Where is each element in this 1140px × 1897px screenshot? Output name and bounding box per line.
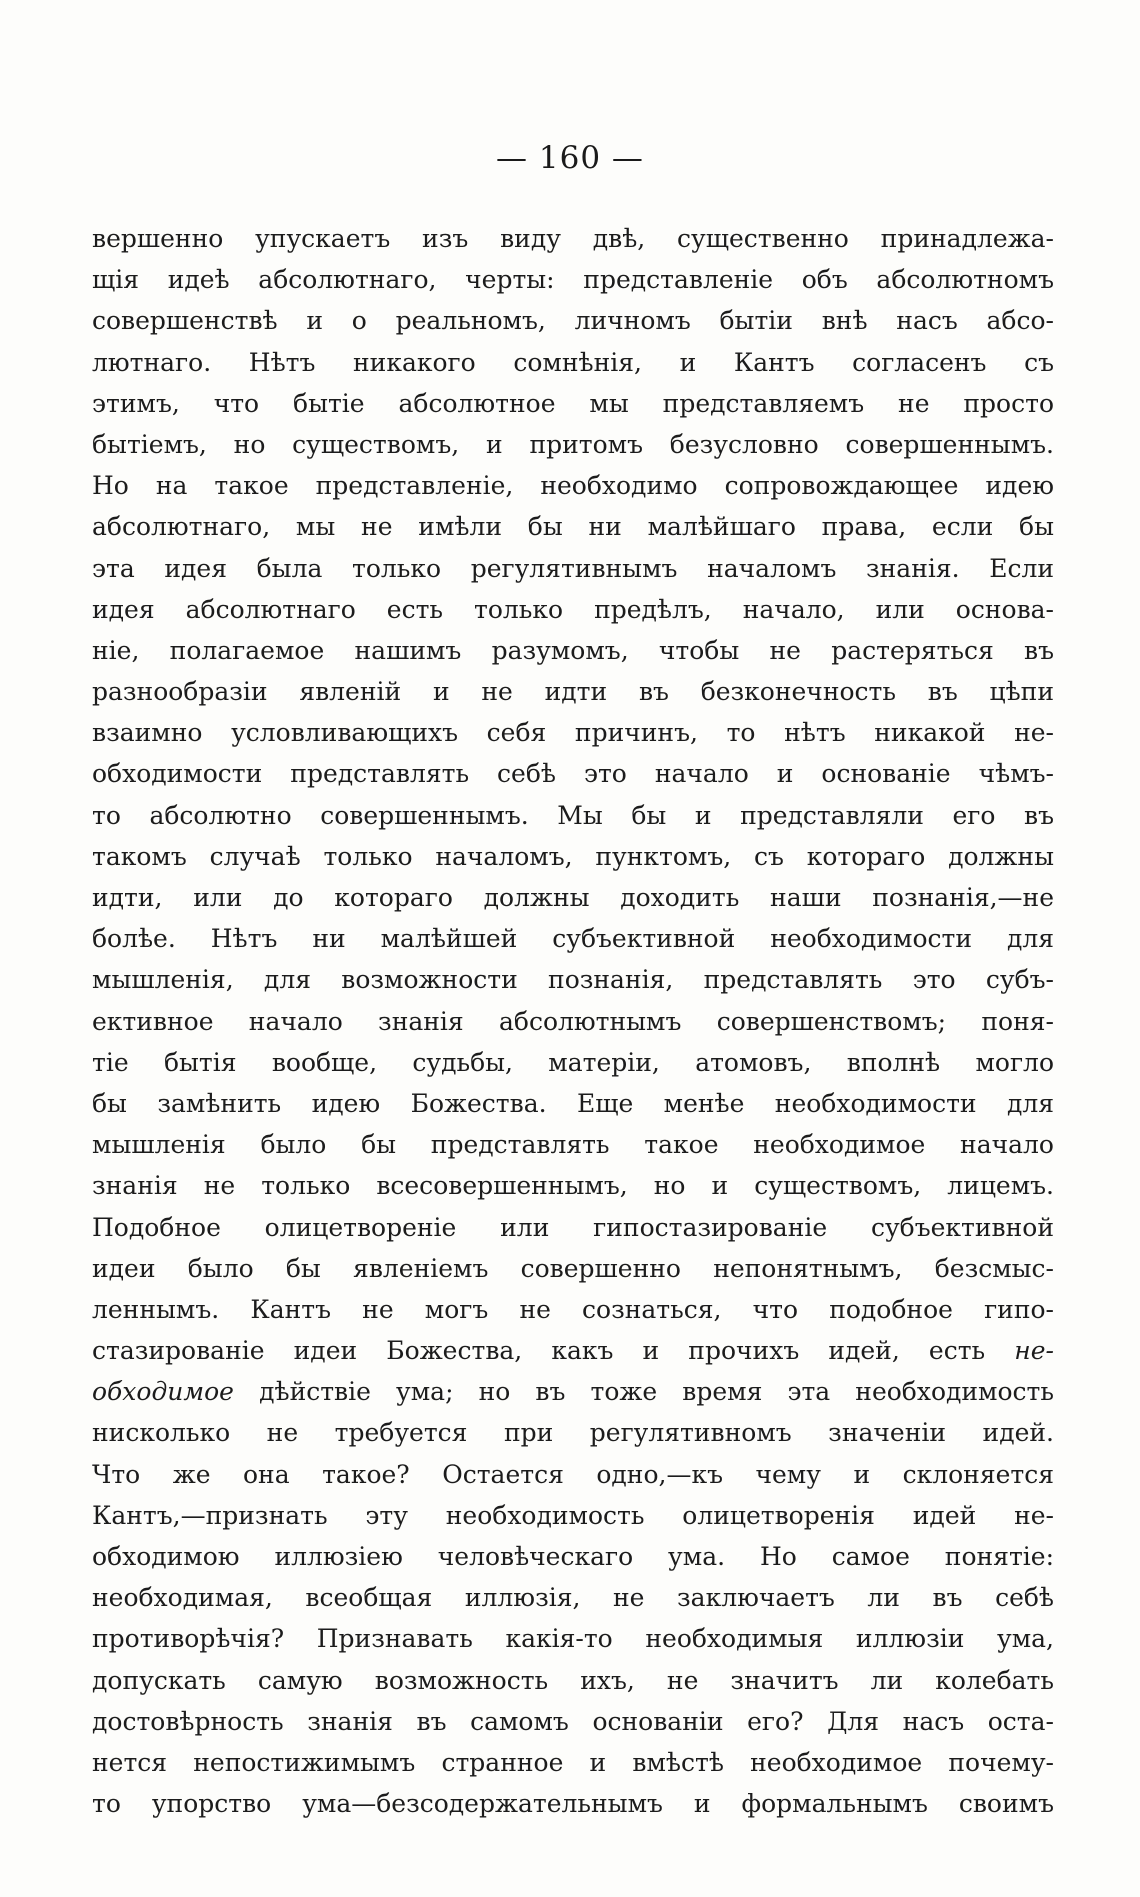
italic-word: обходимое — [92, 1377, 234, 1407]
text-line: щія идеѣ абсолютнаго, черты: представленіе объ абсолютномъ — [92, 265, 1054, 295]
text-line: эта идея была только регулятивнымъ началомъ знанія. Если — [92, 553, 1054, 583]
text-line: Подобное олицетвореніе или гипостазированіе субъективной — [92, 1212, 1054, 1242]
text-line: идея абсолютнаго есть только предѣлъ, начало, или основа- — [92, 594, 1054, 624]
text-line: лютнаго. Нѣтъ никакого сомнѣнія, и Кантъ согласенъ съ — [92, 347, 1054, 377]
text-line: обходимости представлять себѣ это начало и основаніе чѣмъ- — [92, 759, 1054, 789]
text-line: этимъ, что бытіе абсолютное мы представляемъ не просто — [92, 388, 1054, 418]
text-line: нисколько не требуется при регулятивномъ значеніи идей. — [92, 1418, 1054, 1448]
text-line: такомъ случаѣ только началомъ, пунктомъ, съ котораго должны — [92, 841, 1054, 871]
text-line: Но на такое представленіе, необходимо сопровождающее идею — [92, 471, 1054, 501]
page-number: — 160 — — [496, 140, 644, 176]
text-line: мышленія, для возможности познанія, представлять это субъ- — [92, 965, 1054, 995]
text-line: взаимно условливающихъ себя причинъ, то нѣтъ никакой не- — [92, 718, 1054, 748]
text-line: бы замѣнить идею Божества. Еще менѣе необходимости для — [92, 1088, 1054, 1118]
text-line: Кантъ,—признать эту необходимость олицетворенія идей не- — [92, 1500, 1054, 1530]
text-line: совершенствѣ и о реальномъ, личномъ бытіи внѣ насъ абсо- — [92, 306, 1054, 336]
text-line: необходимая, всеобщая иллюзія, не заключаетъ ли въ себѣ — [92, 1583, 1054, 1613]
text-line: противорѣчія? Признавать какія-то необходимыя иллюзіи ума, — [92, 1624, 1054, 1654]
text-line: абсолютнаго, мы не имѣли бы ни малѣйшаго права, если бы — [92, 512, 1054, 542]
body-text — [92, 218, 1054, 1824]
text-line: допускать самую возможность ихъ, не значитъ ли колебать — [92, 1665, 1054, 1695]
text-segment: дѣйствіе ума; но въ тоже время эта необходимость — [259, 1377, 1054, 1407]
text-line: обходимою иллюзіею человѣческаго ума. Но самое понятіе: — [92, 1542, 1054, 1571]
text-line: достовѣрность знанія въ самомъ основаніи его? Для насъ оста- — [92, 1706, 1054, 1736]
text-line: то абсолютно совершеннымъ. Мы бы и представляли его въ — [92, 800, 1054, 830]
text-line-with-italic — [92, 1371, 1054, 1412]
text-line: знанія не только всесовершеннымъ, но и существомъ, лицемъ. — [92, 1171, 1054, 1201]
text-segment: стазированіе идеи Божества, какъ и прочихъ идей, есть — [92, 1336, 986, 1366]
text-line: то упорство ума—безсодержательнымъ и формальнымъ своимъ — [92, 1789, 1054, 1819]
text-line: идти, или до котораго должны доходить наши познанія,—не — [92, 883, 1054, 912]
text-line: ективное начало знанія абсолютнымъ совершенствомъ; поня- — [92, 1006, 1054, 1036]
text-line: тіе бытія вообще, судьбы, матеріи, атомовъ, вполнѣ могло — [92, 1047, 1054, 1077]
text-line: болѣе. Нѣтъ ни малѣйшей субъективной необходимости для — [92, 924, 1054, 954]
text-line: разнообразіи явленій и не идти въ безконечность въ цѣпи — [92, 677, 1054, 707]
text-line: идеи было бы явленіемъ совершенно непонятнымъ, безсмыс- — [92, 1253, 1054, 1283]
italic-word: не- — [1014, 1336, 1054, 1366]
text-line: Что же она такое? Остается одно,—къ чему и склоняется — [92, 1459, 1054, 1489]
text-line-with-italic — [92, 1330, 1054, 1371]
text-line: ніе, полагаемое нашимъ разумомъ, чтобы не растеряться въ — [92, 635, 1054, 665]
text-line: леннымъ. Кантъ не могъ не сознаться, что подобное гипо- — [92, 1294, 1054, 1324]
text-line: нется непостижимымъ странное и вмѣстѣ необходимое почему- — [92, 1747, 1054, 1777]
text-line: вершенно упускаетъ изъ виду двѣ, существенно принадлежа- — [92, 224, 1054, 253]
text-line: бытіемъ, но существомъ, и притомъ безусловно совершеннымъ. — [92, 429, 1054, 459]
text-line: мышленія было бы представлять такое необходимое начало — [92, 1130, 1054, 1160]
